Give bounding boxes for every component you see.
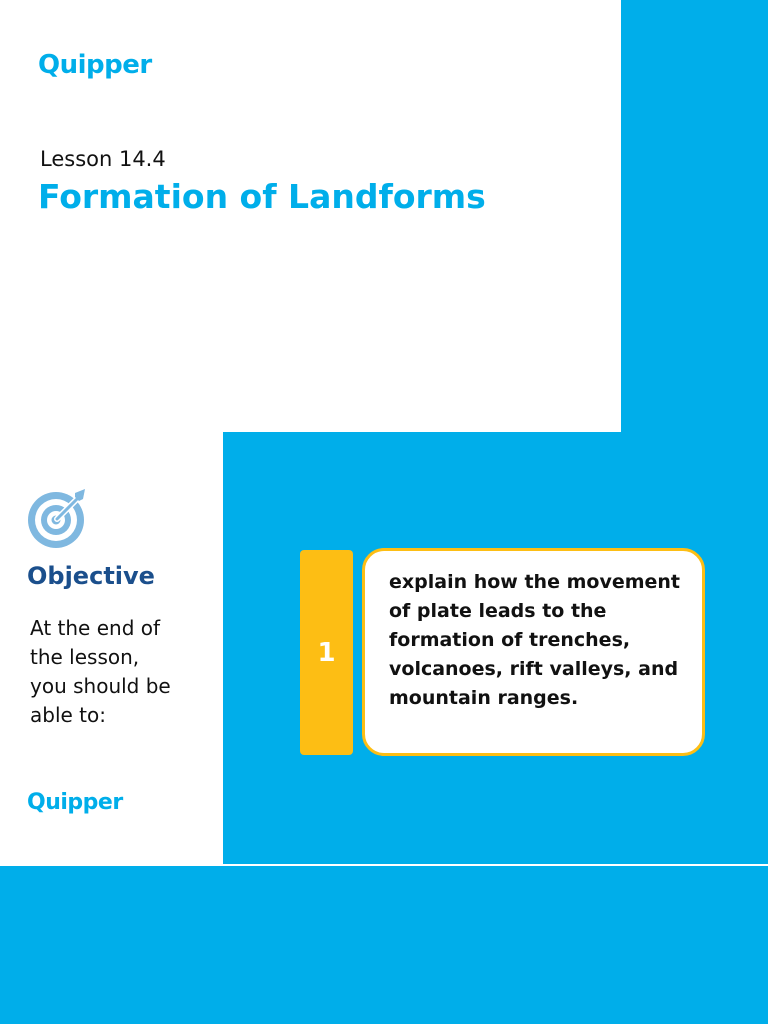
- next-slide: [0, 866, 768, 1024]
- objective-number-badge: 1: [300, 550, 353, 755]
- objective-heading: Objective: [27, 562, 155, 590]
- title-slide: [0, 0, 768, 432]
- lesson-title: Formation of Landforms: [38, 177, 486, 216]
- lesson-number: Lesson 14.4: [40, 147, 166, 171]
- target-icon: [25, 485, 91, 551]
- objective-slide: [0, 432, 768, 864]
- objective-text: explain how the movement of plate leads to the formation of trenches, volcanoes, rift valleys, and mountain ranges.: [389, 571, 681, 709]
- objective-card: [362, 548, 705, 756]
- objective-intro: At the end of the lesson, you should be able to:: [30, 616, 171, 727]
- slide-accent-band: [621, 0, 768, 432]
- quipper-logo: Quipper: [27, 790, 123, 815]
- quipper-logo: Quipper: [38, 50, 152, 80]
